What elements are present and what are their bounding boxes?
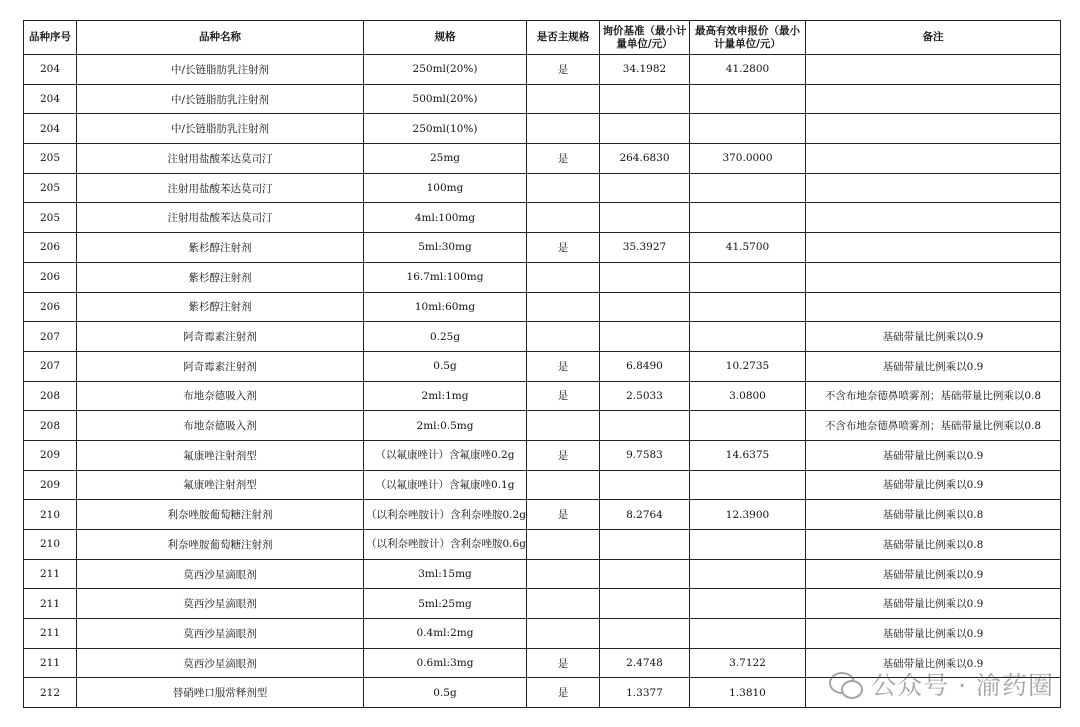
spec-cell: （以利奈唑胺计）含利奈唑胺0.2g [364,500,527,530]
name-cell: 紫杉醇注射剂 [77,292,364,322]
name-cell: 布地奈德吸入剂 [77,411,364,441]
base-price-cell: 9.7583 [600,440,690,470]
table-row [24,84,1061,114]
remark-cell [806,292,1061,322]
spec-cell: （以利奈唑胺计）含利奈唑胺0.6g [364,530,527,560]
seq-cell: 211 [24,559,77,589]
name-cell: 替硝唑口服常释剂型 [77,678,364,708]
max-price-cell: 370.0000 [690,144,806,174]
spec-cell: 250ml(20%) [364,55,527,85]
header-seq: 品种序号 [24,21,77,55]
base-price-cell: 1.3377 [600,678,690,708]
spec-cell: 0.5g [364,678,527,708]
table-row [24,440,1061,470]
spec-cell: 0.4ml:2mg [364,619,527,649]
spec-cell: 0.25g [364,322,527,352]
base-price-cell: 34.1982 [600,55,690,85]
remark-cell: 基础带量比例乘以0.8 [806,500,1061,530]
table-row [24,351,1061,381]
seq-cell: 209 [24,470,77,500]
table-row [24,203,1061,233]
remark-cell: 基础带量比例乘以0.9 [806,589,1061,619]
max-price-cell: 41.5700 [690,233,806,263]
base-price-cell [600,559,690,589]
remark-cell [806,144,1061,174]
name-cell: 氟康唑注射剂型 [77,440,364,470]
max-price-cell [690,589,806,619]
main-spec-cell [527,530,600,560]
base-price-cell [600,589,690,619]
table-row [24,500,1061,530]
spec-cell: （以氟康唑计）含氟康唑0.1g [364,470,527,500]
spec-cell: 0.5g [364,351,527,381]
base-price-cell: 264.6830 [600,144,690,174]
main-spec-cell [527,619,600,649]
name-cell: 阿奇霉素注射剂 [77,351,364,381]
spec-cell: 4ml:100mg [364,203,527,233]
remark-cell: 基础带量比例乘以0.9 [806,470,1061,500]
name-cell: 紫杉醇注射剂 [77,262,364,292]
main-spec-cell [527,84,600,114]
wechat-icon [829,669,863,699]
base-price-cell [600,470,690,500]
seq-cell: 206 [24,292,77,322]
max-price-cell [690,411,806,441]
seq-cell: 208 [24,381,77,411]
max-price-cell: 41.2800 [690,55,806,85]
remark-cell [806,203,1061,233]
remark-cell [806,173,1061,203]
name-cell: 紫杉醇注射剂 [77,233,364,263]
main-spec-cell: 是 [527,144,600,174]
max-price-cell: 14.6375 [690,440,806,470]
base-price-cell: 8.2764 [600,500,690,530]
seq-cell: 206 [24,233,77,263]
main-spec-cell [527,173,600,203]
base-price-cell: 2.4748 [600,648,690,678]
spec-cell: （以氟康唑计）含氟康唑0.2g [364,440,527,470]
base-price-cell [600,203,690,233]
name-cell: 注射用盐酸苯达莫司汀 [77,203,364,233]
remark-cell: 基础带量比例乘以0.9 [806,619,1061,649]
base-price-cell: 35.3927 [600,233,690,263]
seq-cell: 208 [24,411,77,441]
max-price-cell [690,530,806,560]
seq-cell: 207 [24,351,77,381]
main-spec-cell: 是 [527,440,600,470]
watermark [829,666,1054,702]
table-row [24,292,1061,322]
table-row [24,173,1061,203]
seq-cell: 210 [24,500,77,530]
max-price-cell: 3.0800 [690,381,806,411]
max-price-cell: 10.2735 [690,351,806,381]
seq-cell: 207 [24,322,77,352]
main-spec-cell: 是 [527,500,600,530]
main-spec-cell: 是 [527,55,600,85]
main-spec-cell [527,203,600,233]
name-cell: 注射用盐酸苯达莫司汀 [77,173,364,203]
header-spec: 规格 [364,21,527,55]
base-price-cell [600,173,690,203]
remark-cell [806,114,1061,144]
seq-cell: 204 [24,84,77,114]
main-spec-cell: 是 [527,381,600,411]
name-cell: 氟康唑注射剂型 [77,470,364,500]
remark-cell: 基础带量比例乘以0.9 [806,648,1061,678]
remark-cell: 不含布地奈德鼻喷雾剂；基础带量比例乘以0.8 [806,381,1061,411]
base-price-cell [600,84,690,114]
seq-cell: 206 [24,262,77,292]
main-spec-cell: 是 [527,648,600,678]
table-row [24,114,1061,144]
table-row [24,262,1061,292]
remark-cell: 不含布地奈德鼻喷雾剂；基础带量比例乘以0.8 [806,411,1061,441]
seq-cell: 211 [24,619,77,649]
spec-cell: 10ml:60mg [364,292,527,322]
remark-cell [806,262,1061,292]
table-row [24,322,1061,352]
name-cell: 莫西沙星滴眼剂 [77,648,364,678]
main-spec-cell: 是 [527,233,600,263]
name-cell: 利奈唑胺葡萄糖注射剂 [77,530,364,560]
seq-cell: 204 [24,114,77,144]
remark-cell: 基础带量比例乘以0.8 [806,530,1061,560]
remark-cell [806,55,1061,85]
spec-cell: 5ml:30mg [364,233,527,263]
max-price-cell [690,262,806,292]
main-spec-cell: 是 [527,351,600,381]
max-price-cell [690,322,806,352]
name-cell: 中/长链脂肪乳注射剂 [77,84,364,114]
seq-cell: 210 [24,530,77,560]
max-price-cell [690,173,806,203]
main-spec-cell [527,470,600,500]
remark-cell [806,233,1061,263]
remark-cell: 基础带量比例乘以0.9 [806,322,1061,352]
table-body [24,55,1061,708]
seq-cell: 205 [24,203,77,233]
remark-cell: 基础带量比例乘以0.9 [806,440,1061,470]
spec-cell: 500ml(20%) [364,84,527,114]
header-main-spec: 是否主规格 [527,21,600,55]
remark-cell: 基础带量比例乘以0.9 [806,559,1061,589]
main-spec-cell: 是 [527,678,600,708]
name-cell: 莫西沙星滴眼剂 [77,559,364,589]
base-price-cell: 6.8490 [600,351,690,381]
main-spec-cell [527,114,600,144]
table-row [24,619,1061,649]
header-row [24,21,1061,55]
table-row [24,381,1061,411]
table-row [24,55,1061,85]
header-remark: 备注 [806,21,1061,55]
seq-cell: 205 [24,173,77,203]
max-price-cell [690,84,806,114]
main-spec-cell [527,411,600,441]
watermark-text: 公众号 · 渝药圈 [871,671,1054,700]
base-price-cell [600,530,690,560]
table-row [24,470,1061,500]
spec-cell: 2ml:0.5mg [364,411,527,441]
max-price-cell: 12.3900 [690,500,806,530]
name-cell: 阿奇霉素注射剂 [77,322,364,352]
main-spec-cell [527,559,600,589]
table-row [24,530,1061,560]
spec-cell: 25mg [364,144,527,174]
base-price-cell [600,262,690,292]
max-price-cell [690,559,806,589]
table-row [24,144,1061,174]
base-price-cell [600,411,690,441]
name-cell: 布地奈德吸入剂 [77,381,364,411]
header-base-price: 询价基准（最小计量单位/元） [600,21,690,55]
table-row [24,233,1061,263]
spec-cell: 3ml:15mg [364,559,527,589]
name-cell: 注射用盐酸苯达莫司汀 [77,144,364,174]
main-spec-cell [527,292,600,322]
price-table [23,20,1061,708]
spec-cell: 2ml:1mg [364,381,527,411]
main-spec-cell [527,262,600,292]
seq-cell: 211 [24,648,77,678]
max-price-cell [690,470,806,500]
table-row [24,411,1061,441]
base-price-cell: 2.5033 [600,381,690,411]
max-price-cell [690,292,806,322]
main-spec-cell [527,322,600,352]
spec-cell: 250ml(10%) [364,114,527,144]
max-price-cell [690,203,806,233]
table-row [24,589,1061,619]
spec-cell: 0.6ml:3mg [364,648,527,678]
name-cell: 莫西沙星滴眼剂 [77,619,364,649]
max-price-cell [690,114,806,144]
base-price-cell [600,292,690,322]
base-price-cell [600,619,690,649]
max-price-cell: 3.7122 [690,648,806,678]
table-row [24,559,1061,589]
base-price-cell [600,114,690,144]
max-price-cell [690,619,806,649]
header-max-price: 最高有效申报价（最小计量单位/元） [690,21,806,55]
seq-cell: 211 [24,589,77,619]
name-cell: 利奈唑胺葡萄糖注射剂 [77,500,364,530]
seq-cell: 205 [24,144,77,174]
spec-cell: 5ml:25mg [364,589,527,619]
spec-cell: 16.7ml:100mg [364,262,527,292]
seq-cell: 209 [24,440,77,470]
remark-cell [806,84,1061,114]
name-cell: 中/长链脂肪乳注射剂 [77,114,364,144]
main-spec-cell [527,589,600,619]
remark-cell: 基础带量比例乘以0.9 [806,351,1061,381]
name-cell: 莫西沙星滴眼剂 [77,589,364,619]
spec-cell: 100mg [364,173,527,203]
max-price-cell: 1.3810 [690,678,806,708]
base-price-cell [600,322,690,352]
seq-cell: 212 [24,678,77,708]
seq-cell: 204 [24,55,77,85]
header-name: 品种名称 [77,21,364,55]
name-cell: 中/长链脂肪乳注射剂 [77,55,364,85]
